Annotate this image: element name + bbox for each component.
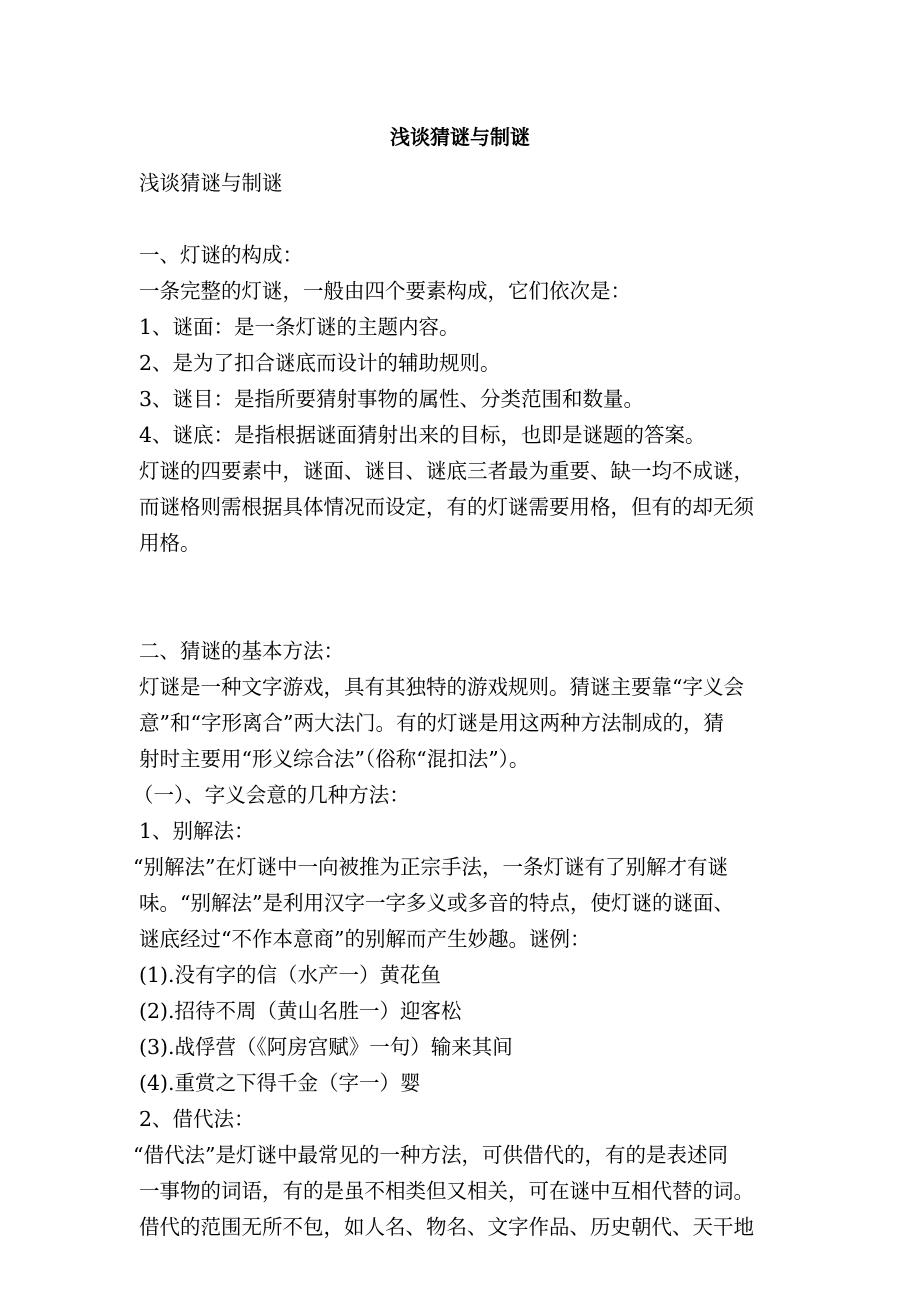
paragraph-line: 借代的范围无所不包，如人名、物名、文字作品、历史朝代、天干地 [139, 1215, 754, 1239]
riddle-example: (3).战俘营（《阿房宫赋》一句）输来其间 [139, 1035, 513, 1059]
paragraph-line: “借代法”是灯谜中最常见的一种方法，可供借代的，有的是表述同 [133, 1143, 728, 1167]
paragraph-line: 而谜格则需根据具体情况而设定，有的灯谜需要用格，但有的却无须 [139, 495, 754, 519]
list-item: 1、谜面：是一条灯谜的主题内容。 [139, 315, 460, 339]
paragraph-line: 一事物的词语，有的是虽不相类但又相关，可在谜中互相代替的词。 [139, 1179, 754, 1203]
blank-line [139, 204, 784, 234]
paragraph-line: 射时主要用“形义综合法”（俗称“混扣法”）。 [139, 747, 530, 771]
document-title: 浅谈猜谜与制谜 [390, 125, 530, 149]
list-item: 2、是为了扣合谜底而设计的辅助规则。 [139, 351, 501, 375]
blank-line [139, 600, 784, 630]
blank-line [139, 564, 784, 594]
list-item: 4、谜底：是指根据谜面猜射出来的目标，也即是谜题的答案。 [139, 423, 706, 447]
section-heading-1: 一、灯谜的构成： [139, 243, 303, 267]
section-heading-2: 二、猜谜的基本方法： [139, 639, 344, 663]
paragraph-line: “别解法”在灯谜中一向被推为正宗手法，一条灯谜有了别解才有谜 [133, 855, 728, 879]
list-item: 2、借代法： [139, 1107, 255, 1131]
paragraph-line: 意”和“字形离合”两大法门。有的灯谜是用这两种方法制成的，猜 [139, 711, 724, 735]
list-item: 3、谜目：是指所要猜射事物的属性、分类范围和数量。 [139, 387, 645, 411]
riddle-example: (1).没有字的信（水产一）黄花鱼 [139, 963, 442, 987]
list-item: 1、别解法： [139, 819, 255, 843]
subtitle-line: 浅谈猜谜与制谜 [139, 171, 283, 195]
subsection-heading: （一）、字义会意的几种方法： [133, 783, 410, 807]
paragraph-line: 味。“别解法”是利用汉字一字多义或多音的特点，使灯谜的谜面、 [139, 891, 734, 915]
document-body [133, 168, 784, 1248]
paragraph-line: 谜底经过“不作本意商”的别解而产生妙趣。谜例： [139, 927, 591, 951]
paragraph-line: 一条完整的灯谜，一般由四个要素构成，它们依次是： [139, 279, 631, 303]
riddle-example: (4).重赏之下得千金（字一）婴 [139, 1071, 421, 1095]
riddle-example: (2).招待不周（黄山名胜一）迎客松 [139, 999, 462, 1023]
paragraph-line: 用格。 [139, 531, 201, 555]
paragraph-line: 灯谜是一种文字游戏，具有其独特的游戏规则。猜谜主要靠“字义会 [139, 675, 744, 699]
paragraph-line: 灯谜的四要素中，谜面、谜目、谜底三者最为重要、缺一均不成谜， [139, 459, 754, 483]
